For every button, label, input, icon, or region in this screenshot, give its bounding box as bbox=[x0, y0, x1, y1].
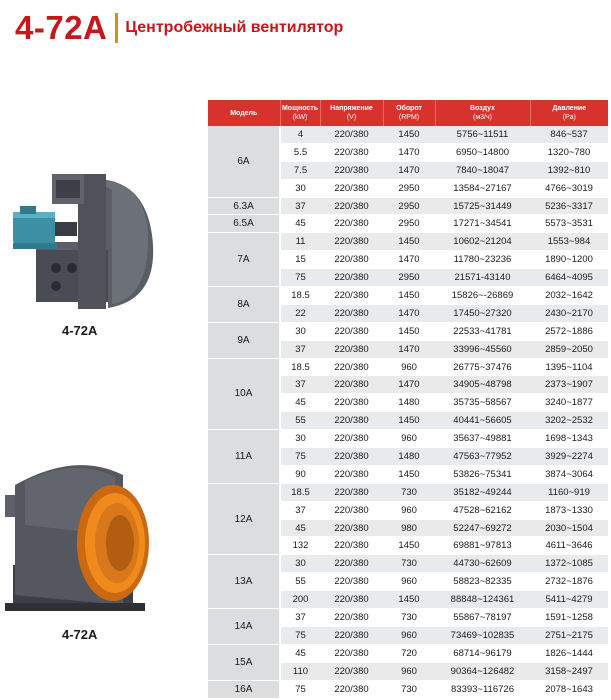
speed-cell: 1470 bbox=[383, 161, 435, 179]
power-cell: 45 bbox=[280, 394, 320, 412]
power-cell: 75 bbox=[280, 448, 320, 466]
table-row bbox=[208, 555, 608, 573]
power-cell: 45 bbox=[280, 215, 320, 233]
table-row bbox=[208, 287, 608, 305]
speed-cell: 1450 bbox=[383, 322, 435, 340]
speed-cell: 1470 bbox=[383, 376, 435, 394]
model-cell: 8A bbox=[208, 287, 280, 323]
airflow-cell: 55867~78197 bbox=[435, 609, 530, 627]
speed-cell: 1470 bbox=[383, 143, 435, 161]
pressure-cell: 1873~1330 bbox=[530, 501, 608, 519]
page-subtitle: Центробежный вентилятор bbox=[125, 19, 344, 36]
voltage-cell: 220/380 bbox=[320, 626, 383, 644]
pressure-cell: 4766~3019 bbox=[530, 179, 608, 197]
table-header-row bbox=[208, 100, 608, 126]
power-cell: 30 bbox=[280, 322, 320, 340]
power-cell: 15 bbox=[280, 251, 320, 269]
voltage-cell: 220/380 bbox=[320, 269, 383, 287]
airflow-cell: 90364~126482 bbox=[435, 662, 530, 680]
power-cell: 132 bbox=[280, 537, 320, 555]
airflow-cell: 73469~102835 bbox=[435, 626, 530, 644]
power-cell: 55 bbox=[280, 412, 320, 430]
model-cell: 6A bbox=[208, 126, 280, 197]
power-cell: 30 bbox=[280, 179, 320, 197]
centrifugal-fan-orange-icon bbox=[5, 455, 155, 615]
pressure-cell: 5236~3317 bbox=[530, 197, 608, 215]
speed-cell: 1450 bbox=[383, 591, 435, 609]
speed-cell: 730 bbox=[383, 555, 435, 573]
model-cell: 6.3A bbox=[208, 197, 280, 215]
model-cell: 9A bbox=[208, 322, 280, 358]
model-cell: 7A bbox=[208, 233, 280, 287]
power-cell: 5.5 bbox=[280, 143, 320, 161]
pressure-cell: 3874~3064 bbox=[530, 465, 608, 483]
airflow-cell: 40441~56605 bbox=[435, 412, 530, 430]
pressure-cell: 1591~1258 bbox=[530, 609, 608, 627]
power-cell: 30 bbox=[280, 430, 320, 448]
model-cell: 10A bbox=[208, 358, 280, 430]
pressure-cell: 1372~1085 bbox=[530, 555, 608, 573]
pressure-cell: 2572~1886 bbox=[530, 322, 608, 340]
pressure-cell: 1698~1343 bbox=[530, 430, 608, 448]
pressure-cell: 2859~2050 bbox=[530, 340, 608, 358]
airflow-cell: 10602~21204 bbox=[435, 233, 530, 251]
voltage-cell: 220/380 bbox=[320, 412, 383, 430]
table-row bbox=[208, 644, 608, 662]
speed-cell: 1470 bbox=[383, 304, 435, 322]
col-pressure: Давление (Pa) bbox=[530, 100, 608, 126]
page-header bbox=[15, 6, 343, 50]
airflow-cell: 68714~96179 bbox=[435, 644, 530, 662]
voltage-cell: 220/380 bbox=[320, 519, 383, 537]
title-divider bbox=[115, 13, 118, 43]
power-cell: 200 bbox=[280, 591, 320, 609]
power-cell: 4 bbox=[280, 126, 320, 143]
airflow-cell: 88848~124361 bbox=[435, 591, 530, 609]
voltage-cell: 220/380 bbox=[320, 591, 383, 609]
voltage-cell: 220/380 bbox=[320, 430, 383, 448]
voltage-cell: 220/380 bbox=[320, 465, 383, 483]
power-cell: 30 bbox=[280, 555, 320, 573]
voltage-cell: 220/380 bbox=[320, 197, 383, 215]
model-cell: 13A bbox=[208, 555, 280, 609]
voltage-cell: 220/380 bbox=[320, 644, 383, 662]
spec-table bbox=[208, 100, 608, 699]
speed-cell: 960 bbox=[383, 662, 435, 680]
voltage-cell: 220/380 bbox=[320, 322, 383, 340]
model-cell: 14A bbox=[208, 609, 280, 645]
col-power: Мощность (kW) bbox=[280, 100, 320, 126]
airflow-cell: 53826~75341 bbox=[435, 465, 530, 483]
power-cell: 75 bbox=[280, 626, 320, 644]
speed-cell: 960 bbox=[383, 430, 435, 448]
voltage-cell: 220/380 bbox=[320, 573, 383, 591]
speed-cell: 1480 bbox=[383, 394, 435, 412]
pressure-cell: 3158~2497 bbox=[530, 662, 608, 680]
speed-cell: 1450 bbox=[383, 287, 435, 305]
airflow-cell: 52247~69272 bbox=[435, 519, 530, 537]
speed-cell: 720 bbox=[383, 644, 435, 662]
power-cell: 55 bbox=[280, 573, 320, 591]
pressure-cell: 2430~2170 bbox=[530, 304, 608, 322]
power-cell: 37 bbox=[280, 197, 320, 215]
voltage-cell: 220/380 bbox=[320, 376, 383, 394]
speed-cell: 1450 bbox=[383, 465, 435, 483]
airflow-cell: 15826~-26869 bbox=[435, 287, 530, 305]
voltage-cell: 220/380 bbox=[320, 287, 383, 305]
airflow-cell: 21571-43140 bbox=[435, 269, 530, 287]
pressure-cell: 4611~3646 bbox=[530, 537, 608, 555]
pressure-cell: 1395~1104 bbox=[530, 358, 608, 376]
airflow-cell: 83393~116726 bbox=[435, 680, 530, 698]
model-cell: 12A bbox=[208, 483, 280, 555]
airflow-cell: 7840~18047 bbox=[435, 161, 530, 179]
fan-caption-2: 4-72A bbox=[62, 627, 98, 642]
power-cell: 45 bbox=[280, 519, 320, 537]
speed-cell: 960 bbox=[383, 358, 435, 376]
voltage-cell: 220/380 bbox=[320, 179, 383, 197]
pressure-cell: 1553~984 bbox=[530, 233, 608, 251]
airflow-cell: 11780~23236 bbox=[435, 251, 530, 269]
pressure-cell: 2032~1642 bbox=[530, 287, 608, 305]
table-row bbox=[208, 126, 608, 143]
power-cell: 18.5 bbox=[280, 358, 320, 376]
speed-cell: 960 bbox=[383, 501, 435, 519]
pressure-cell: 6464~4095 bbox=[530, 269, 608, 287]
power-cell: 110 bbox=[280, 662, 320, 680]
voltage-cell: 220/380 bbox=[320, 537, 383, 555]
power-cell: 75 bbox=[280, 680, 320, 698]
pressure-cell: 2373~1907 bbox=[530, 376, 608, 394]
speed-cell: 1470 bbox=[383, 340, 435, 358]
voltage-cell: 220/380 bbox=[320, 161, 383, 179]
speed-cell: 1450 bbox=[383, 412, 435, 430]
table-row bbox=[208, 483, 608, 501]
pressure-cell: 2030~1504 bbox=[530, 519, 608, 537]
table-row bbox=[208, 358, 608, 376]
pressure-cell: 3202~2532 bbox=[530, 412, 608, 430]
speed-cell: 960 bbox=[383, 573, 435, 591]
voltage-cell: 220/380 bbox=[320, 233, 383, 251]
airflow-cell: 47528~62162 bbox=[435, 501, 530, 519]
pressure-cell: 2751~2175 bbox=[530, 626, 608, 644]
power-cell: 11 bbox=[280, 233, 320, 251]
voltage-cell: 220/380 bbox=[320, 680, 383, 698]
airflow-cell: 17271~34541 bbox=[435, 215, 530, 233]
model-title: 4-72A bbox=[15, 9, 108, 46]
speed-cell: 1480 bbox=[383, 448, 435, 466]
voltage-cell: 220/380 bbox=[320, 358, 383, 376]
voltage-cell: 220/380 bbox=[320, 394, 383, 412]
speed-cell: 2950 bbox=[383, 215, 435, 233]
airflow-cell: 44730~62609 bbox=[435, 555, 530, 573]
power-cell: 37 bbox=[280, 609, 320, 627]
airflow-cell: 35735~58567 bbox=[435, 394, 530, 412]
model-cell: 11A bbox=[208, 430, 280, 484]
pressure-cell: 1890~1200 bbox=[530, 251, 608, 269]
voltage-cell: 220/380 bbox=[320, 501, 383, 519]
pressure-cell: 3240~1877 bbox=[530, 394, 608, 412]
voltage-cell: 220/380 bbox=[320, 215, 383, 233]
pressure-cell: 1392~810 bbox=[530, 161, 608, 179]
voltage-cell: 220/380 bbox=[320, 483, 383, 501]
table-row bbox=[208, 322, 608, 340]
table-row bbox=[208, 197, 608, 215]
power-cell: 37 bbox=[280, 376, 320, 394]
voltage-cell: 220/380 bbox=[320, 340, 383, 358]
voltage-cell: 220/380 bbox=[320, 662, 383, 680]
speed-cell: 730 bbox=[383, 483, 435, 501]
model-cell: 6.5A bbox=[208, 215, 280, 233]
table-row bbox=[208, 215, 608, 233]
speed-cell: 2950 bbox=[383, 179, 435, 197]
speed-cell: 2950 bbox=[383, 197, 435, 215]
table-row bbox=[208, 609, 608, 627]
pressure-cell: 2078~1643 bbox=[530, 680, 608, 698]
power-cell: 90 bbox=[280, 465, 320, 483]
airflow-cell: 13584~27167 bbox=[435, 179, 530, 197]
pressure-cell: 5573~3531 bbox=[530, 215, 608, 233]
model-cell: 16A bbox=[208, 680, 280, 698]
centrifugal-fan-grey-icon bbox=[8, 150, 158, 325]
speed-cell: 980 bbox=[383, 519, 435, 537]
power-cell: 45 bbox=[280, 644, 320, 662]
airflow-cell: 6950~14800 bbox=[435, 143, 530, 161]
pressure-cell: 1160~919 bbox=[530, 483, 608, 501]
col-model: Модель bbox=[208, 100, 280, 126]
pressure-cell: 1826~1444 bbox=[530, 644, 608, 662]
voltage-cell: 220/380 bbox=[320, 126, 383, 143]
spec-table-body bbox=[208, 126, 608, 698]
airflow-cell: 15725~31449 bbox=[435, 197, 530, 215]
col-speed: Оборот (RPM) bbox=[383, 100, 435, 126]
power-cell: 37 bbox=[280, 501, 320, 519]
power-cell: 7.5 bbox=[280, 161, 320, 179]
power-cell: 18.5 bbox=[280, 483, 320, 501]
voltage-cell: 220/380 bbox=[320, 143, 383, 161]
pressure-cell: 1320~780 bbox=[530, 143, 608, 161]
airflow-cell: 5756~11511 bbox=[435, 126, 530, 143]
airflow-cell: 34905~48798 bbox=[435, 376, 530, 394]
voltage-cell: 220/380 bbox=[320, 448, 383, 466]
airflow-cell: 26775~37476 bbox=[435, 358, 530, 376]
speed-cell: 1450 bbox=[383, 537, 435, 555]
power-cell: 37 bbox=[280, 340, 320, 358]
speed-cell: 1470 bbox=[383, 251, 435, 269]
power-cell: 75 bbox=[280, 269, 320, 287]
col-airflow: Воздух (м3/ч) bbox=[435, 100, 530, 126]
table-row bbox=[208, 430, 608, 448]
col-voltage: Напряжение (V) bbox=[320, 100, 383, 126]
airflow-cell: 69881~97813 bbox=[435, 537, 530, 555]
voltage-cell: 220/380 bbox=[320, 555, 383, 573]
power-cell: 22 bbox=[280, 304, 320, 322]
model-cell: 15A bbox=[208, 644, 280, 680]
speed-cell: 960 bbox=[383, 626, 435, 644]
table-row bbox=[208, 233, 608, 251]
pressure-cell: 5411~4279 bbox=[530, 591, 608, 609]
airflow-cell: 58823~82335 bbox=[435, 573, 530, 591]
speed-cell: 730 bbox=[383, 680, 435, 698]
speed-cell: 1450 bbox=[383, 233, 435, 251]
power-cell: 18.5 bbox=[280, 287, 320, 305]
speed-cell: 1450 bbox=[383, 126, 435, 143]
airflow-cell: 35182~49244 bbox=[435, 483, 530, 501]
pressure-cell: 2732~1876 bbox=[530, 573, 608, 591]
airflow-cell: 33996~45560 bbox=[435, 340, 530, 358]
speed-cell: 730 bbox=[383, 609, 435, 627]
speed-cell: 2950 bbox=[383, 269, 435, 287]
voltage-cell: 220/380 bbox=[320, 304, 383, 322]
voltage-cell: 220/380 bbox=[320, 609, 383, 627]
voltage-cell: 220/380 bbox=[320, 251, 383, 269]
airflow-cell: 17450~27320 bbox=[435, 304, 530, 322]
airflow-cell: 35637~49881 bbox=[435, 430, 530, 448]
airflow-cell: 22533~41781 bbox=[435, 322, 530, 340]
table-row bbox=[208, 680, 608, 698]
pressure-cell: 3929~2274 bbox=[530, 448, 608, 466]
pressure-cell: 846~537 bbox=[530, 126, 608, 143]
airflow-cell: 47563~77952 bbox=[435, 448, 530, 466]
fan-caption-1: 4-72A bbox=[62, 323, 98, 338]
